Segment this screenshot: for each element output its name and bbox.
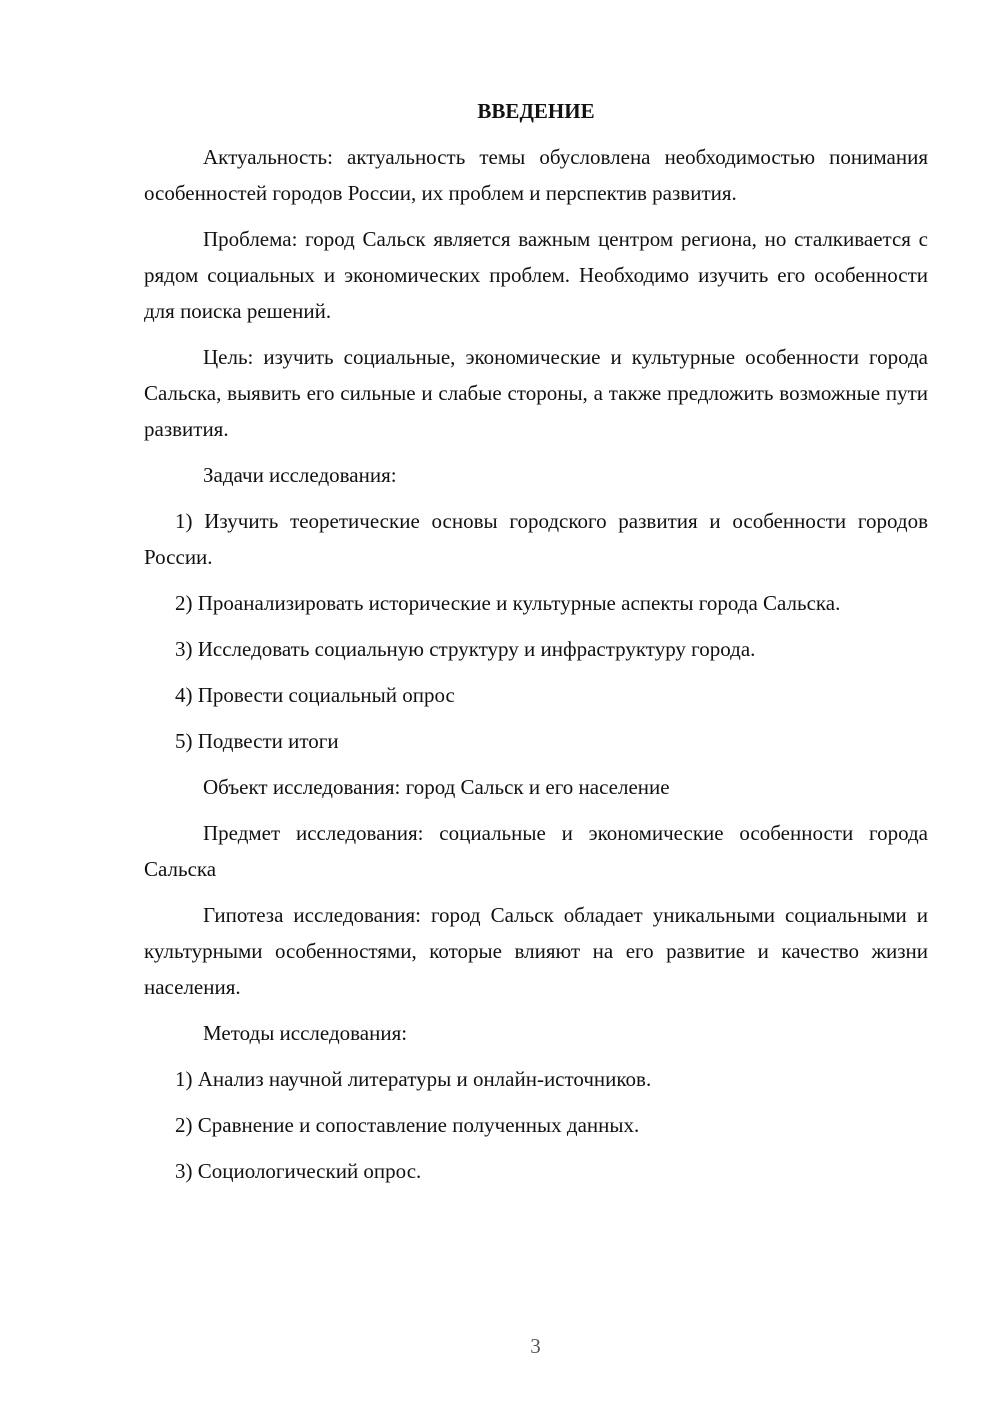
- page-content: [144, 93, 928, 1199]
- relevance-paragraph: Актуальность: актуальность темы обусловлена необходимостью понимания особенностей городов России, их проблем и перспектив развития.: [144, 145, 928, 205]
- methods-heading: Методы исследования:: [203, 1021, 408, 1045]
- goal-paragraph: Цель: изучить социальные, экономические и культурные особенности города Сальска, выявить его сильные и слабые стороны, а также предложить возможные пути развития.: [144, 345, 928, 441]
- task-item: 2) Проанализировать исторические и культурные аспекты города Сальска.: [175, 591, 841, 615]
- task-item: 4) Провести социальный опрос: [175, 683, 455, 707]
- problem-paragraph: Проблема: город Сальск является важным центром региона, но сталкивается с рядом социальных и экономических проблем. Необходимо изучить его особенности для поиска решений.: [144, 227, 928, 323]
- method-item: 1) Анализ научной литературы и онлайн-источников.: [175, 1067, 652, 1091]
- tasks-heading: Задачи исследования:: [203, 463, 397, 487]
- object-paragraph: Объект исследования: город Сальск и его население: [203, 775, 670, 799]
- task-item: 3) Исследовать социальную структуру и инфраструктуру города.: [175, 637, 756, 661]
- method-item: 2) Сравнение и сопоставление полученных данных.: [175, 1113, 640, 1137]
- method-item: 3) Социологический опрос.: [175, 1159, 422, 1183]
- page-number-footer: [0, 1334, 1000, 1358]
- subject-paragraph: Предмет исследования: социальные и экономические особенности города Сальска: [144, 821, 928, 881]
- hypothesis-paragraph: Гипотеза исследования: город Сальск обладает уникальными социальными и культурными особенностями, которые влияют на его развитие и качество жизни населения.: [144, 903, 928, 999]
- task-item: 1) Изучить теоретические основы городского развития и особенности городов России.: [144, 509, 928, 569]
- section-title: ВВЕДЕНИЕ: [477, 99, 595, 123]
- task-item: 5) Подвести итоги: [175, 729, 339, 753]
- page-number: 3: [530, 1334, 541, 1358]
